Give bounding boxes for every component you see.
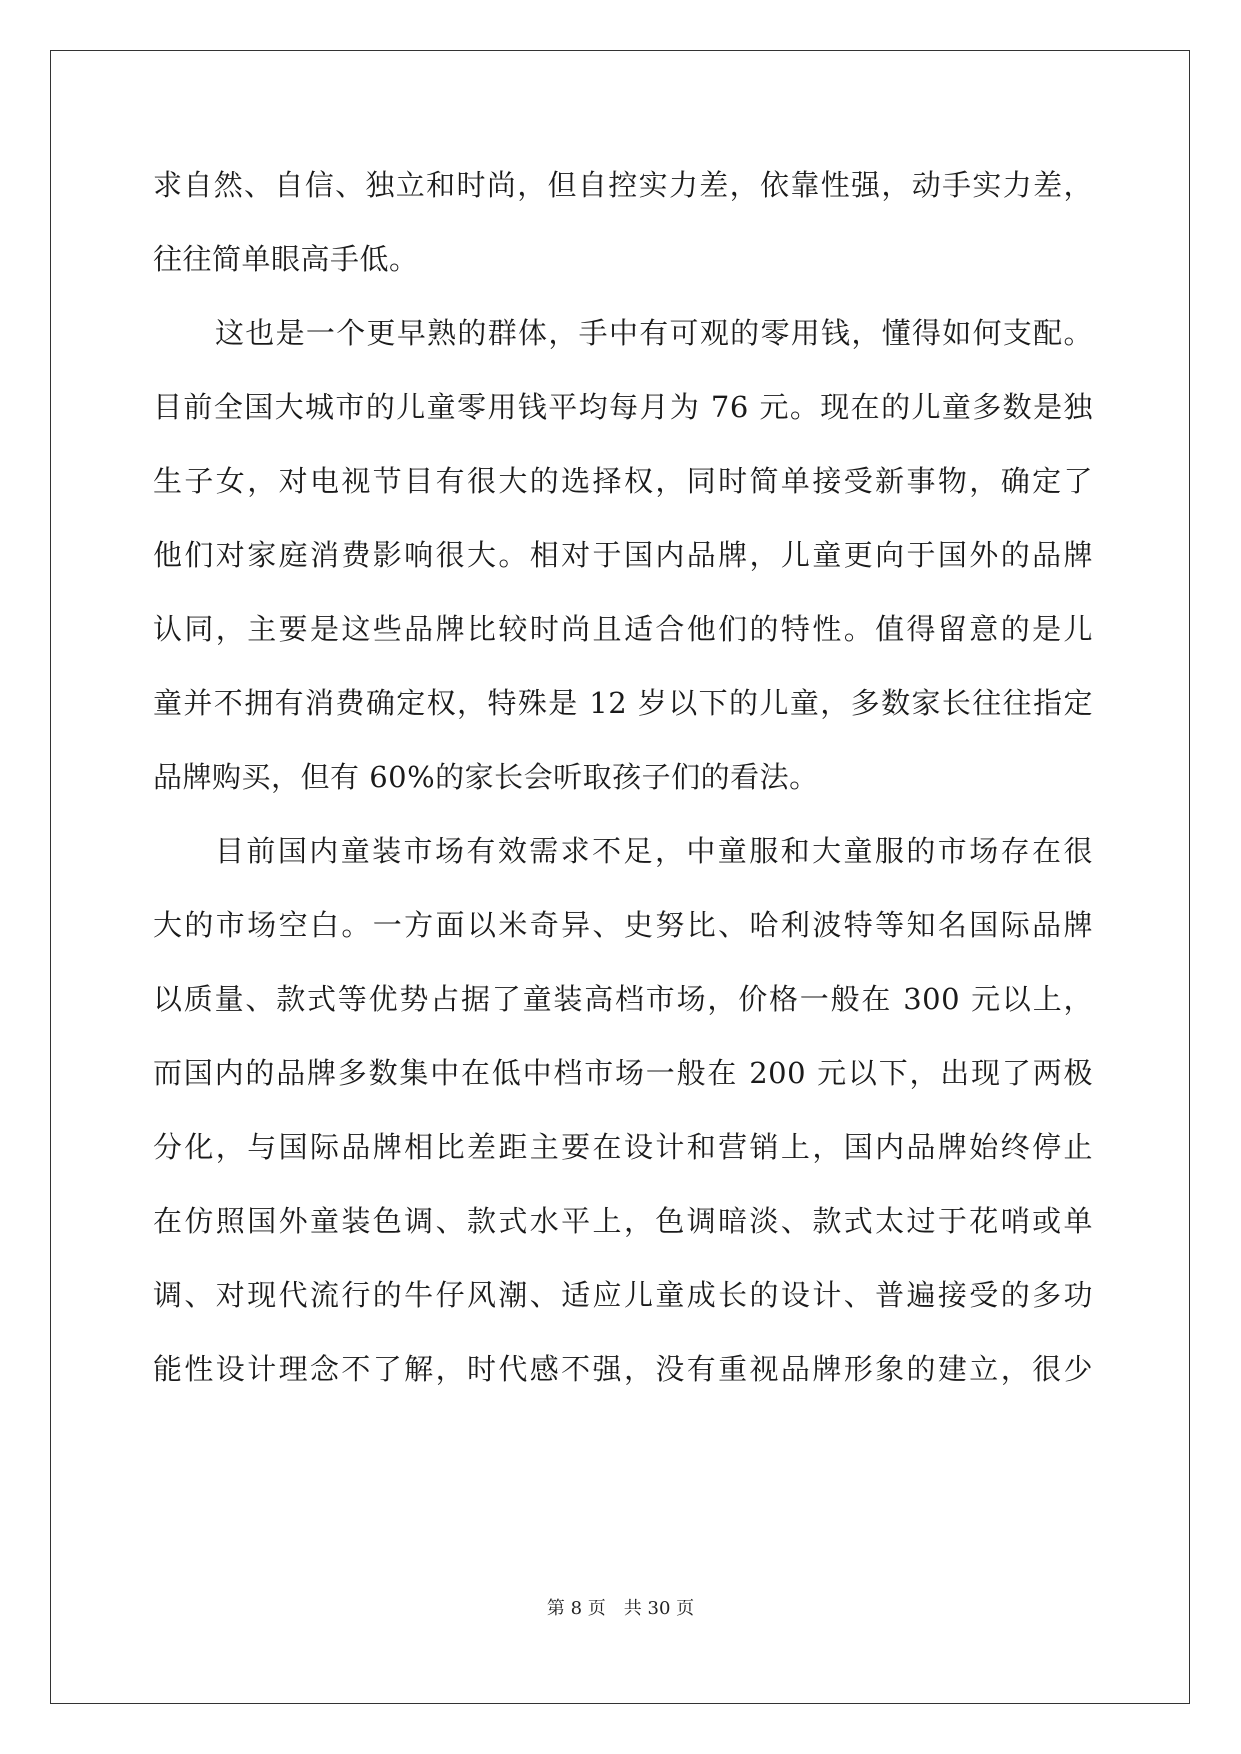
text-line: 目前国内童装市场有效需求不足，中童服和大童服的市场存在很 [215,834,1093,868]
text-line: 在仿照国外童装色调、款式水平上，色调暗淡、款式太过于花哨或单 [153,1204,1093,1238]
text-line: 分化，与国际品牌相比差距主要在设计和营销上，国内品牌始终停止 [153,1130,1093,1164]
text-line: 以质量、款式等优势占据了童装高档市场，价格一般在 300 元以上， [153,982,1093,1016]
text-line: 目前全国大城市的儿童零用钱平均每月为 76 元。现在的儿童多数是独 [153,390,1093,424]
text-line: 生子女，对电视节目有很大的选择权，同时简单接受新事物，确定了 [153,464,1093,498]
text-line: 这也是一个更早熟的群体，手中有可观的零用钱，懂得如何支配。 [215,316,1093,350]
page-number: 第 8 页 [546,1598,606,1619]
page-border [50,50,1190,1704]
text-line: 童并不拥有消费确定权，特殊是 12 岁以下的儿童，多数家长往往指定 [153,686,1093,720]
page-total: 共 30 页 [623,1598,695,1619]
text-line: 往往简单眼高手低。 [153,242,419,276]
text-line: 而国内的品牌多数集中在低中档市场一般在 200 元以下，出现了两极 [153,1056,1093,1090]
text-line: 能性设计理念不了解，时代感不强，没有重视品牌形象的建立，很少 [153,1352,1093,1386]
text-line: 大的市场空白。一方面以米奇异、史努比、哈利波特等知名国际品牌 [153,908,1093,942]
page-footer [0,1597,1241,1621]
text-line: 品牌购买，但有 60%的家长会听取孩子们的看法。 [153,760,819,794]
text-line: 他们对家庭消费影响很大。相对于国内品牌，儿童更向于国外的品牌 [153,538,1093,572]
text-line: 认同，主要是这些品牌比较时尚且适合他们的特性。值得留意的是儿 [153,612,1093,646]
text-line: 求自然、自信、独立和时尚，但自控实力差，依靠性强，动手实力差， [153,168,1093,202]
text-line: 调、对现代流行的牛仔风潮、适应儿童成长的设计、普遍接受的多功 [153,1278,1093,1312]
